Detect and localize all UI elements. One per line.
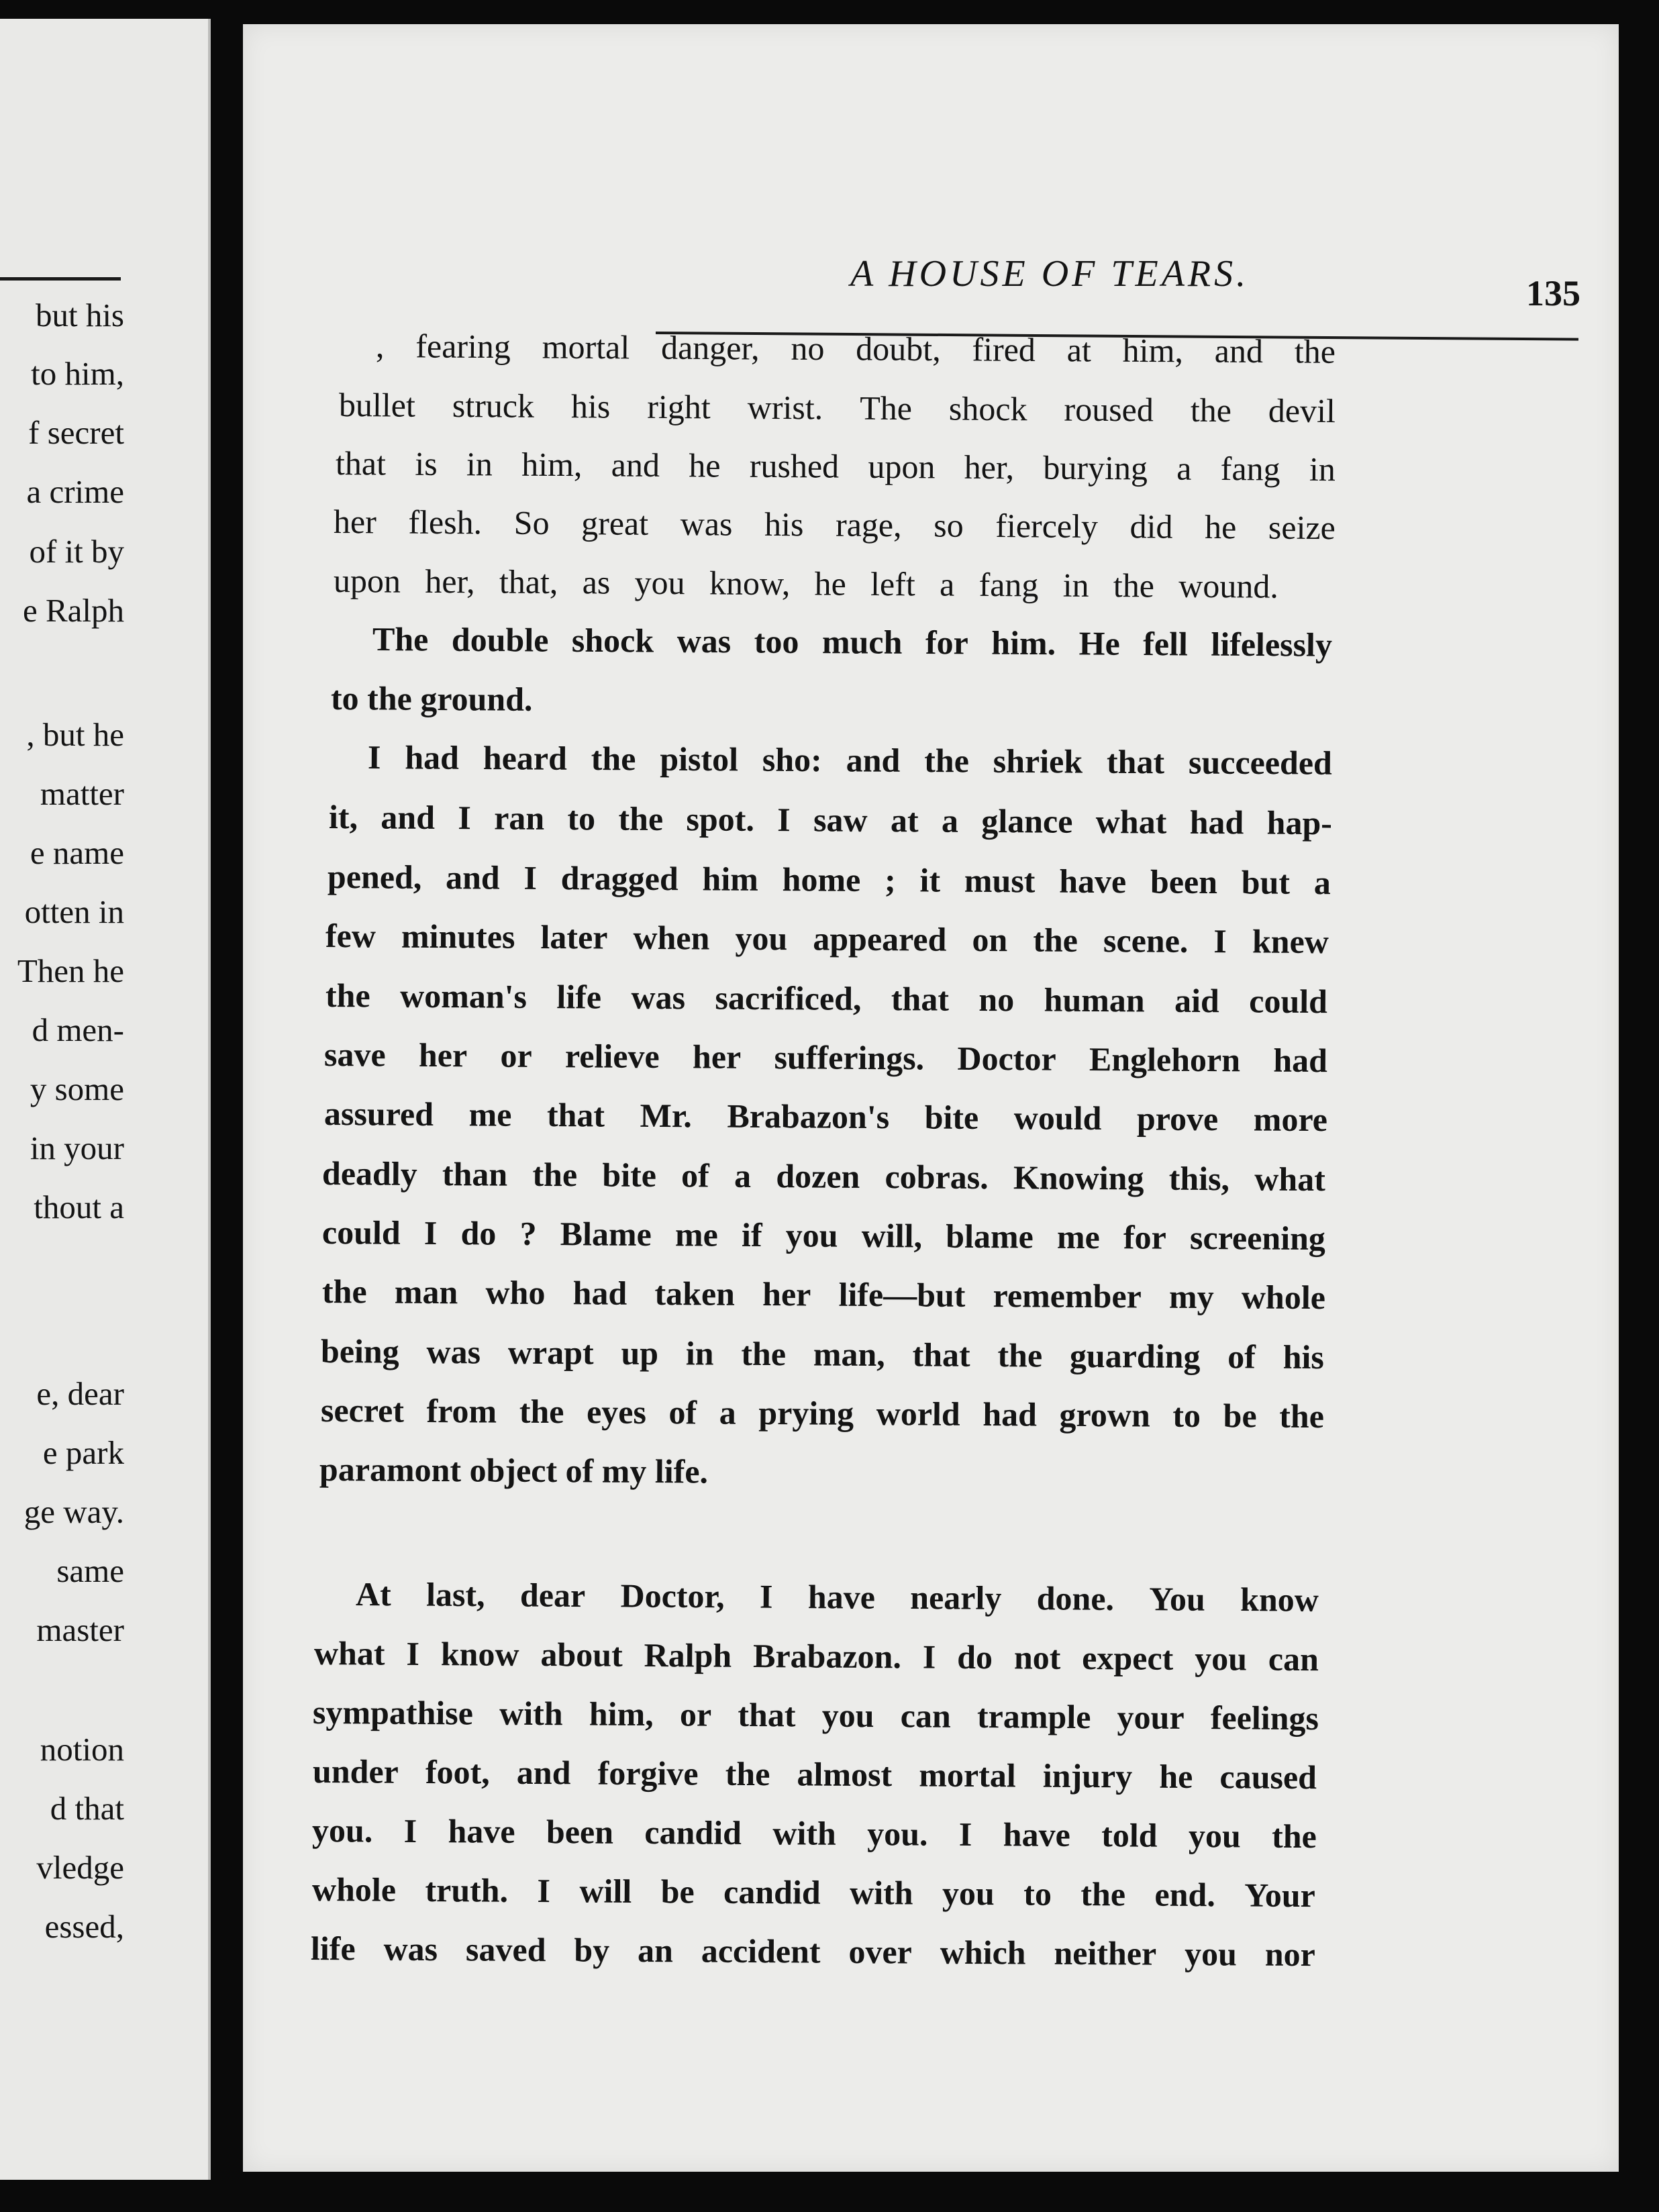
left-page-line: y some — [30, 1070, 124, 1107]
body-text-line: I had heard the pistol sho: and the shriek that succeeded — [367, 738, 1333, 782]
body-text-line: few minutes later when you appeared on the scene. I knew — [325, 917, 1329, 961]
running-title: A HOUSE OF TEARS. — [850, 253, 1250, 295]
body-text-line: paramont object of my life. — [319, 1450, 709, 1491]
body-text-line: under foot, and forgive the almost mortal injury he caused — [312, 1752, 1317, 1797]
body-text-line: assured me that Mr. Brabazon's bite would prove more — [323, 1095, 1328, 1139]
left-page-line: vledge — [36, 1849, 124, 1886]
body-text-line: what I know about Ralph Brabazon. I do not expect you can — [313, 1634, 1319, 1678]
left-page-line: a crime — [26, 473, 124, 510]
body-text-line: upon her, that, as you know, he left a fang in the wound. — [333, 562, 1279, 605]
left-page-line: e name — [30, 834, 124, 871]
body-text-line: you. I have been candid with you. I have told you the — [311, 1811, 1317, 1856]
left-page-line: same — [56, 1552, 124, 1589]
body-text-line: the woman's life was sacrificed, that no human aid could — [325, 976, 1328, 1021]
left-page-line: notion — [40, 1731, 124, 1768]
left-page-line: d that — [50, 1790, 124, 1827]
left-page-line: in your — [30, 1129, 124, 1166]
left-header-rule — [0, 277, 121, 281]
body-text-line: secret from the eyes of a prying world had grown to be the — [320, 1391, 1325, 1436]
left-page-line: Then he — [17, 952, 124, 989]
left-page-line: ge way. — [23, 1493, 124, 1530]
left-page-line: essed, — [44, 1908, 124, 1945]
left-page-line: d men- — [32, 1011, 124, 1048]
left-page-line: e Ralph — [22, 592, 124, 629]
body-text-line: to the ground. — [330, 679, 533, 718]
left-page-line: but his — [35, 297, 124, 334]
body-text-line: whole truth. I will be candid with you to the end. Your — [311, 1870, 1316, 1915]
body-text-line: her flesh. So great was his rage, so fiercely did he seize — [333, 503, 1336, 547]
body-text-line: At last, dear Doctor, I have nearly done. You know — [355, 1575, 1319, 1619]
body-text-line: , fearing mortal danger, no doubt, fired at him, and the — [375, 327, 1336, 370]
left-page-line: of it by — [29, 533, 124, 570]
left-page-line: matter — [40, 775, 124, 812]
left-page-line: master — [36, 1611, 124, 1648]
left-page-line: to him, — [31, 355, 124, 392]
body-text-line: pened, and I dragged him home ; it must have been but a — [327, 858, 1331, 902]
body-text-line: bullet struck his right wrist. The shock roused the devil — [338, 386, 1336, 430]
body-text-line: sympathise with him, or that you can trample your feelings — [312, 1693, 1319, 1738]
body-text-line: The double shock was too much for him. He fell lifelessly — [372, 620, 1333, 664]
left-page-line: , but he — [26, 716, 124, 753]
body-text-line: it, and I ran to the spot. I saw at a glance what had hap- — [328, 798, 1333, 842]
left-page-line: otten in — [24, 893, 124, 930]
left-page-line: f secret — [28, 414, 124, 451]
body-text-line: being was wrapt up in the man, that the guarding of his — [320, 1332, 1325, 1376]
left-page-line: e park — [42, 1434, 124, 1471]
body-text-line: that is in him, and he rushed upon her, burying a fang in — [335, 444, 1336, 489]
body-text-line: the man who had taken her life—but remember my whole — [321, 1272, 1326, 1317]
body-text-line: save her or relieve her sufferings. Doctor Englehorn had — [323, 1036, 1328, 1080]
body-text-line: life was saved by an accident over which neither you nor — [310, 1929, 1316, 1974]
body-text-line: could I do ? Blame me if you will, blame me for screening — [321, 1213, 1326, 1258]
page-number: 135 — [1526, 273, 1580, 313]
body-text-line: deadly than the bite of a dozen cobras. Knowing this, what — [321, 1154, 1326, 1199]
left-page-line: e, dear — [36, 1375, 124, 1412]
left-page-line: thout a — [34, 1189, 124, 1225]
